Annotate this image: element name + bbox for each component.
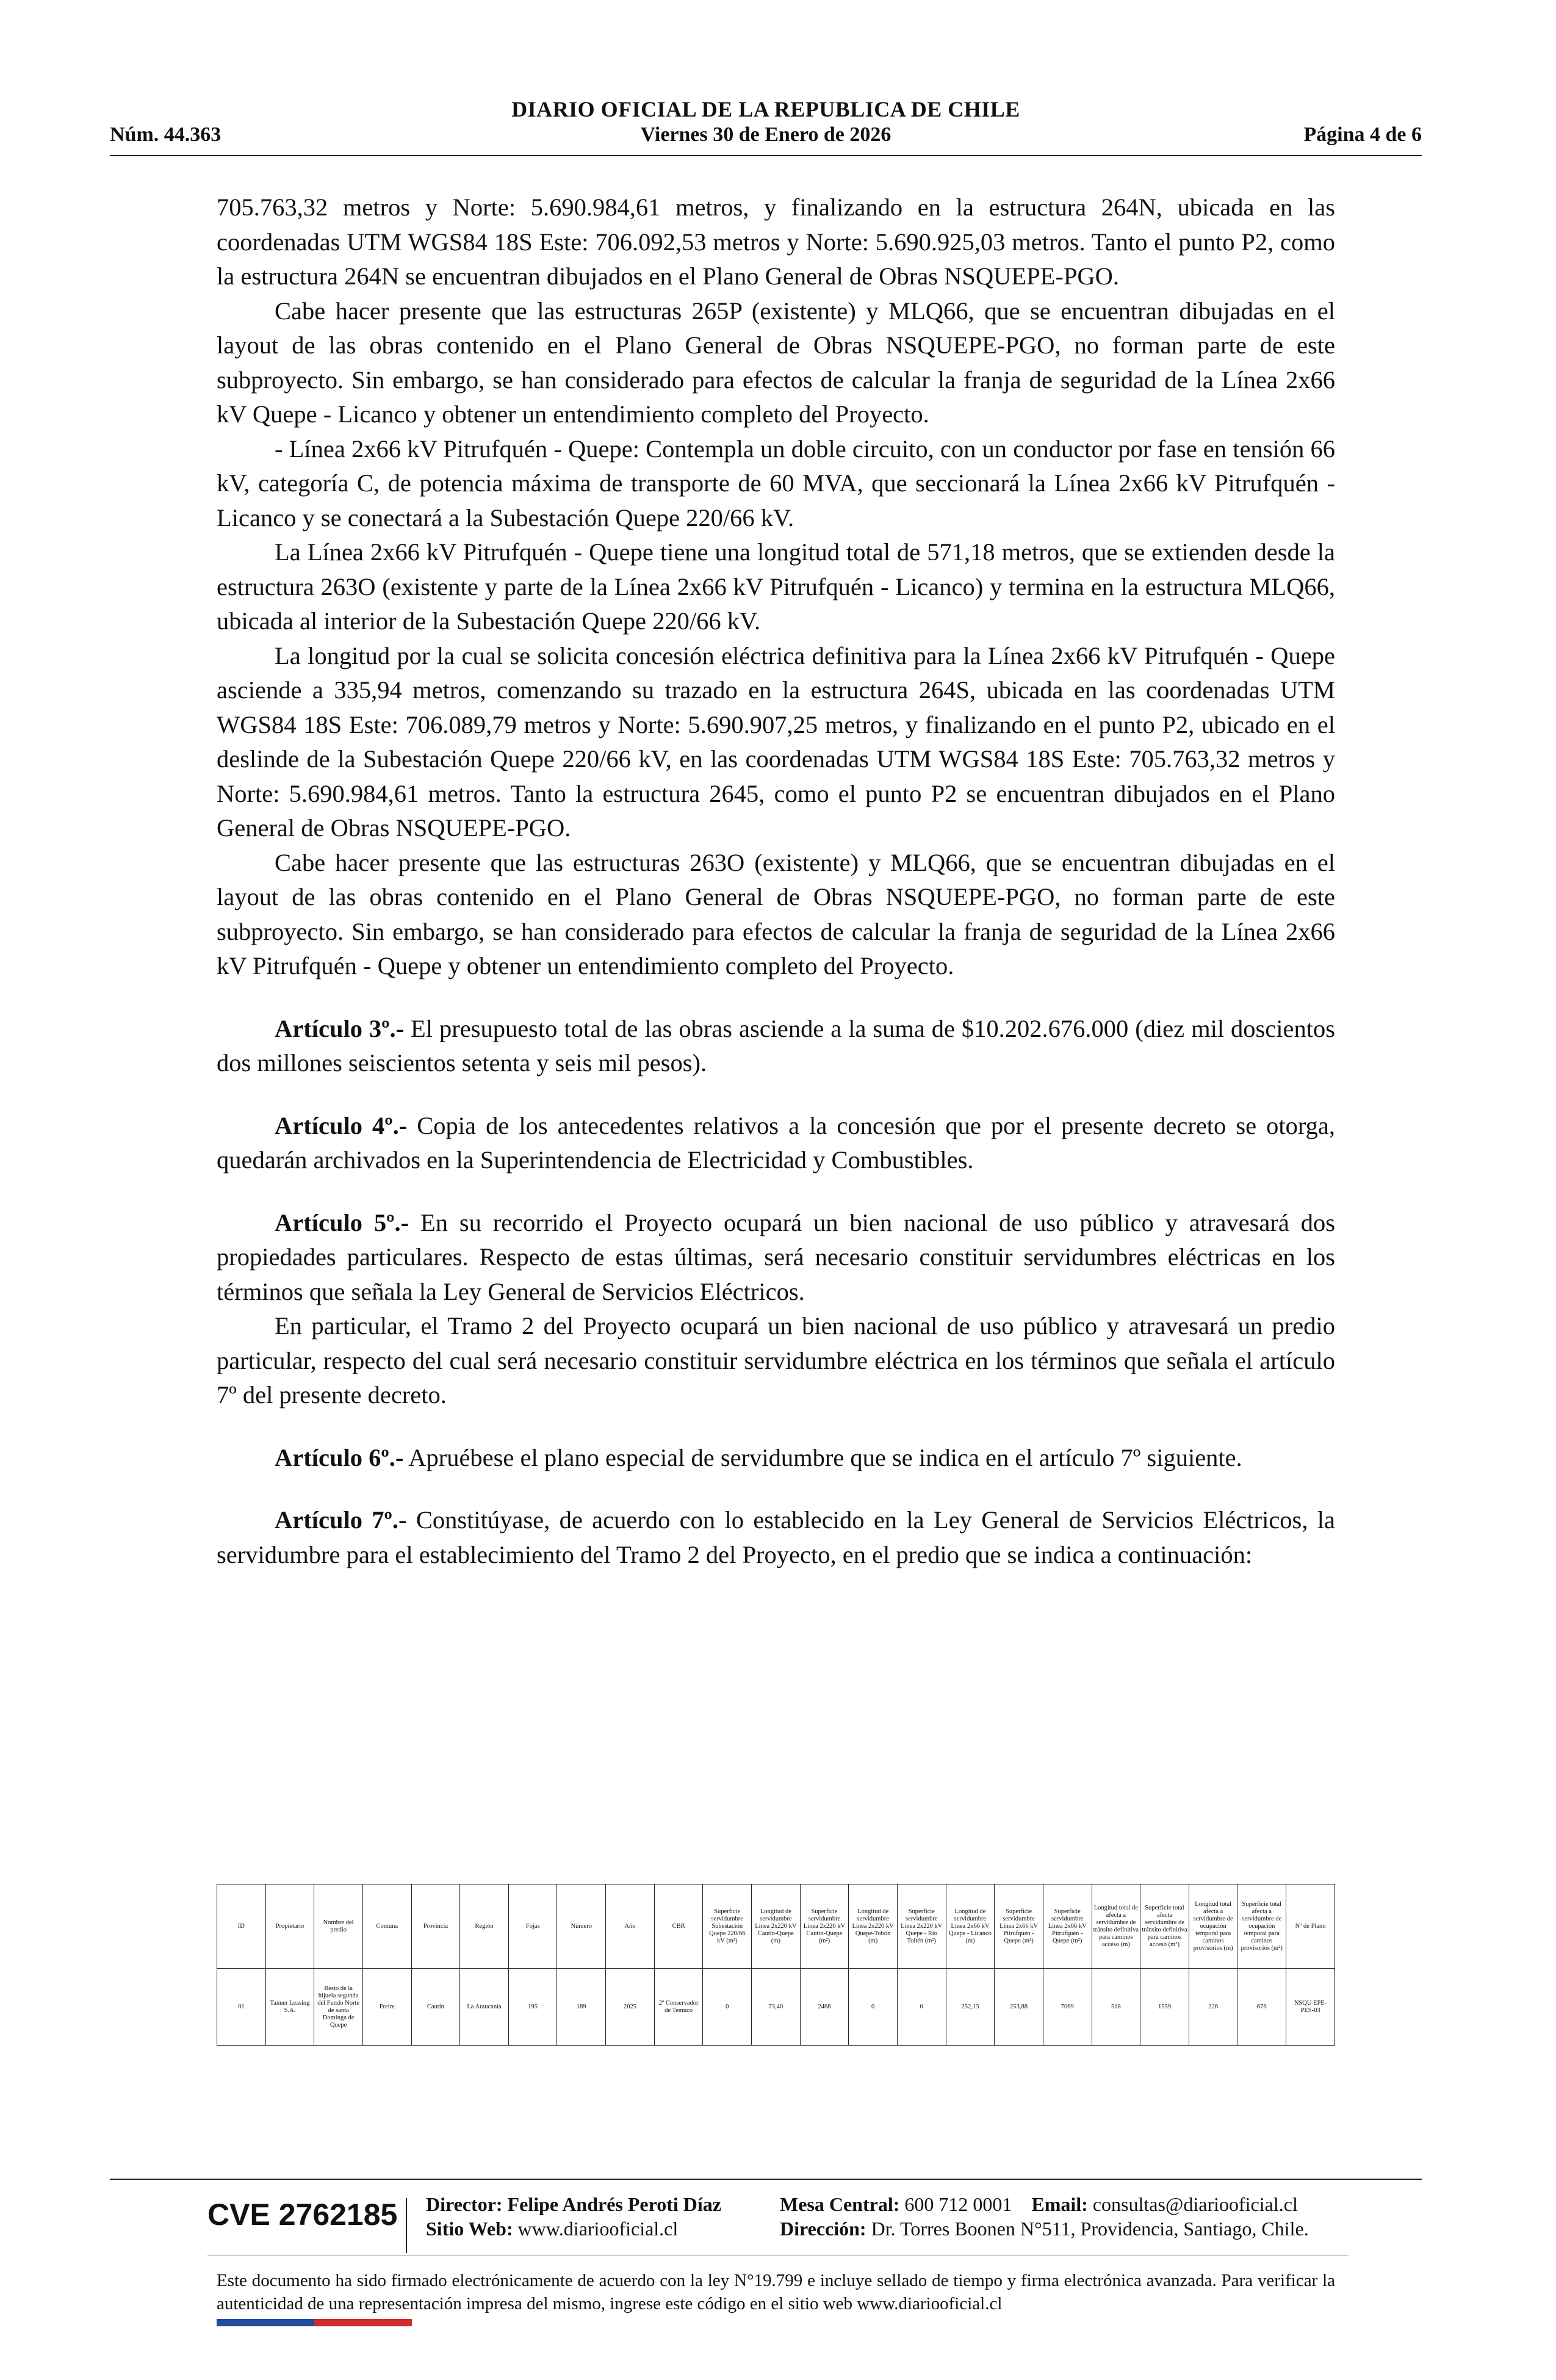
table-cell: 0 bbox=[897, 1969, 946, 2046]
column-header: Superficie servidumbre Línea 2x220 kV Cautín-Quepe (m²) bbox=[800, 1884, 849, 1969]
article-4 bbox=[217, 1109, 1335, 1178]
table-cell: NSQU EPE-PES-03 bbox=[1286, 1969, 1335, 2046]
table-cell: 252,13 bbox=[946, 1969, 995, 2046]
column-header: Número bbox=[557, 1884, 606, 1969]
address-label: Dirección: bbox=[780, 2218, 866, 2240]
website-link[interactable]: www.diariooficial.cl bbox=[517, 2218, 679, 2240]
director-label: Director: bbox=[426, 2193, 503, 2215]
article-3 bbox=[217, 1012, 1335, 1081]
column-header: Propietario bbox=[265, 1884, 314, 1969]
page-footer bbox=[110, 2179, 1422, 2362]
column-header: Longitud total afecta a servidumbre de ocupación temporal para caminos provisorios (m) bbox=[1189, 1884, 1237, 1969]
table-cell: Cautín bbox=[411, 1969, 460, 2046]
article-7 bbox=[217, 1503, 1335, 1572]
table-cell: Tanner Leasing S.A. bbox=[265, 1969, 314, 2046]
page-indicator: Página 4 de 6 bbox=[1303, 123, 1422, 146]
column-header: Superficie servidumbre Línea 2x66 kV Pitrufquén - Quepe (m²) bbox=[1043, 1884, 1092, 1969]
easement-table-container bbox=[217, 1884, 1335, 2046]
table-cell: 189 bbox=[557, 1969, 606, 2046]
table-cell: La Araucanía bbox=[460, 1969, 509, 2046]
article-label: Artículo 6º.- bbox=[275, 1443, 404, 1471]
column-header: Longitud de servidumbre Línea 2x66 kV Quepe - Licanco (m) bbox=[946, 1884, 995, 1969]
paragraph: La Línea 2x66 kV Pitrufquén - Quepe tiene una longitud total de 571,18 metros, que se extienden desde la estructura 263O (existente y parte de la Línea 2x66 kV Pitrufquén - Licanco) y termina en la estructura MLQ66, ubicada al interior de la Subestación Quepe 220/66 kV. bbox=[217, 538, 1335, 635]
flag-stripe-red bbox=[314, 2319, 412, 2326]
easement-table bbox=[217, 1884, 1335, 2046]
table-cell: 0 bbox=[849, 1969, 898, 2046]
table-cell: Freire bbox=[362, 1969, 411, 2046]
contact-line bbox=[780, 2192, 1309, 2216]
column-header: CBR bbox=[654, 1884, 703, 1969]
column-header: Longitud de servidumbre Línea 2x220 kV Cautín-Quepe (m) bbox=[752, 1884, 801, 1969]
column-header: Superficie total afecta servidumbre de tránsito definitiva para caminos acceso (m²) bbox=[1140, 1884, 1189, 1969]
column-header: Año bbox=[606, 1884, 655, 1969]
column-header: Superficie servidumbre Línea 2x66 kV Pitrufquén - Quepe (m²) bbox=[995, 1884, 1043, 1969]
article-text: Apruébese el plano especial de servidumbre que se indica en el artículo 7º siguiente. bbox=[403, 1443, 1242, 1471]
table-cell: Resto de la hijuela segunda del Fundo Norte de santa Dominga de Quepe bbox=[314, 1969, 363, 2046]
table-cell: 518 bbox=[1092, 1969, 1140, 2046]
table-cell: 2468 bbox=[800, 1969, 849, 2046]
email-link[interactable]: consultas@diariooficial.cl bbox=[1092, 2193, 1298, 2215]
article-text: El presupuesto total de las obras asciende a la suma de $10.202.676.000 (diez mil doscientos dos millones seiscientos setenta y seis mil pesos). bbox=[217, 1014, 1335, 1076]
footer-separator bbox=[406, 2198, 407, 2253]
table-cell: 676 bbox=[1237, 1969, 1286, 2046]
column-header: Región bbox=[460, 1884, 509, 1969]
column-header: Provincia bbox=[411, 1884, 460, 1969]
article-6 bbox=[217, 1441, 1335, 1476]
column-header: ID bbox=[217, 1884, 266, 1969]
website-label: Sitio Web: bbox=[426, 2218, 513, 2240]
article-label: Artículo 7º.- bbox=[275, 1506, 407, 1534]
table-cell: 7069 bbox=[1043, 1969, 1092, 2046]
article-5-continuation: En particular, el Tramo 2 del Proyecto ocupará un bien nacional de uso público y atravesará un predio particular, respecto del cual será necesario constituir servidumbre eléctrica en los términos que señala el artículo 7º del presente decreto. bbox=[217, 1312, 1335, 1408]
table-cell: 01 bbox=[217, 1969, 266, 2046]
paragraph: Cabe hacer presente que las estructuras 263O (existente) y MLQ66, que se encuentran dibujadas en el layout de las obras contenido en el Plano General de Obras NSQUEPE-PGO, no forman parte de este subproyecto. Sin embargo, se han considerado para efectos de calcular la franja de seguridad de la Línea 2x66 kV Pitrufquén - Quepe y obtener un entendimiento completo del Proyecto. bbox=[217, 848, 1335, 979]
page-header bbox=[110, 92, 1422, 159]
column-header: Nombre del predio bbox=[314, 1884, 363, 1969]
article-label: Artículo 3º.- bbox=[275, 1014, 405, 1042]
article-text: En su recorrido el Proyecto ocupará un bien nacional de uso público y atravesará dos propiedades particulares. Respecto de estas últimas, será necesario constituir servidumbres eléctricas en los términos que señala la Ley General de Servicios Eléctricos. bbox=[217, 1208, 1335, 1305]
issue-date: Viernes 30 de Enero de 2026 bbox=[640, 123, 891, 146]
document-body bbox=[217, 190, 1335, 1572]
article-label: Artículo 5º.- bbox=[275, 1208, 409, 1236]
paragraph: 705.763,32 metros y Norte: 5.690.984,61 metros, y finalizando en la estructura 264N, ubicada en las coordenadas UTM WGS84 18S Este: 706.092,53 metros y Norte: 5.690.925,03 metros. Tanto el punto P2, como la estructura 264N se encuentran dibujados en el Plano General de Obras NSQUEPE-PGO. bbox=[217, 193, 1335, 290]
publication-title: DIARIO OFICIAL DE LA REPUBLICA DE CHILE bbox=[511, 97, 1020, 121]
table-cell: 253,88 bbox=[995, 1969, 1043, 2046]
table-row bbox=[217, 1969, 1335, 2046]
column-header: Fojas bbox=[508, 1884, 557, 1969]
article-label: Artículo 4º.- bbox=[275, 1111, 408, 1139]
table-cell: 2º Conservador de Temuco bbox=[654, 1969, 703, 2046]
paragraph: - Línea 2x66 kV Pitrufquén - Quepe: Contempla un doble circuito, con un conductor por fase en tensión 66 kV, categoría C, de potencia máxima de transporte de 60 MVA, que seccionará la Línea 2x66 kV Pitrufquén - Licanco y se conectará a la Subestación Quepe 220/66 kV. bbox=[217, 435, 1335, 532]
email-label: Email: bbox=[1031, 2193, 1088, 2215]
legal-notice: Este documento ha sido firmado electrónicamente de acuerdo con la ley N°19.799 e incluye sellado de tiempo y firma electrónica avanzada. Para verificar la autenticidad de una representación impresa del mismo, ingrese este código en el sitio web www.diariooficial.cl bbox=[217, 2271, 1335, 2313]
article-text: Copia de los antecedentes relativos a la concesión que por el presente decreto se otorga, quedarán archivados en la Superintendencia de Electricidad y Combustibles. bbox=[217, 1111, 1335, 1174]
phone-label: Mesa Central: bbox=[780, 2193, 900, 2215]
article-5 bbox=[217, 1206, 1335, 1310]
table-cell: 2025 bbox=[606, 1969, 655, 2046]
column-header: Longitud de servidumbre Línea 2x220 kV Quepe-Tobón (m) bbox=[849, 1884, 898, 1969]
table-cell: 195 bbox=[508, 1969, 557, 2046]
address-text: Dr. Torres Boonen N°511, Providencia, Santiago, Chile. bbox=[871, 2218, 1309, 2240]
director-block bbox=[426, 2192, 721, 2241]
column-header: Nº de Plano bbox=[1286, 1884, 1335, 1969]
table-cell: 1559 bbox=[1140, 1969, 1189, 2046]
header-divider bbox=[110, 155, 1422, 156]
table-cell: 73,40 bbox=[752, 1969, 801, 2046]
paragraph: La longitud por la cual se solicita concesión eléctrica definitiva para la Línea 2x66 kV Pitrufquén - Quepe asciende a 335,94 metros, comenzando su trazado en la estructura 264S, ubicada en las coordenadas UTM WGS84 18S Este: 706.089,79 metros y Norte: 5.690.907,25 metros, y finalizando en el punto P2, ubicado en el deslinde de la Subestación Quepe 220/66 kV, en las coordenadas UTM WGS84 18S Este: 705.763,32 metros y Norte: 5.690.984,61 metros. Tanto la estructura 2645, como el punto P2 se encuentran dibujados en el Plano General de Obras NSQUEPE-PGO. bbox=[217, 641, 1335, 842]
table-cell: 226 bbox=[1189, 1969, 1237, 2046]
flag-stripe-blue bbox=[217, 2319, 314, 2326]
table-cell: 0 bbox=[703, 1969, 752, 2046]
contact-block bbox=[780, 2192, 1309, 2241]
director-name: Felipe Andrés Peroti Díaz bbox=[507, 2193, 721, 2215]
column-header: Superficie servidumbre Línea 2x220 kV Quepe - Río Toltén (m²) bbox=[897, 1884, 946, 1969]
column-header: Superficie servidumbre Subestación Quepe 220/66 kV (m²) bbox=[703, 1884, 752, 1969]
paragraph: Cabe hacer presente que las estructuras 265P (existente) y MLQ66, que se encuentran dibujadas en el layout de las obras contenido en el Plano General de Obras NSQUEPE-PGO, no forman parte de este subproyecto. Sin embargo, se han considerado para efectos de calcular la franja de seguridad de la Línea 2x66 kV Quepe - Licanco y obtener un entendimiento completo del Proyecto. bbox=[217, 297, 1335, 428]
article-text: Constitúyase, de acuerdo con lo establecido en la Ley General de Servicios Eléctricos, la servidumbre para el establecimiento del Tramo 2 del Proyecto, en el predio que se indica a continuación: bbox=[217, 1506, 1336, 1568]
website-line bbox=[426, 2216, 721, 2241]
table-header-row bbox=[217, 1884, 1335, 1969]
issue-number: Núm. 44.363 bbox=[110, 123, 222, 146]
cve-code: CVE 2762185 bbox=[207, 2198, 398, 2232]
column-header: Longitud total de afecta a servidumbre de tránsito definitiva para caminos acceso (m) bbox=[1092, 1884, 1140, 1969]
column-header: Superficie total afecta a servidumbre de ocupación temporal para caminos provisorios (m²) bbox=[1237, 1884, 1286, 1969]
footer-divider bbox=[110, 2179, 1422, 2180]
phone-number: 600 712 0001 bbox=[904, 2193, 1012, 2215]
column-header: Comuna bbox=[362, 1884, 411, 1969]
director-line bbox=[426, 2192, 721, 2216]
address-line bbox=[780, 2216, 1309, 2241]
